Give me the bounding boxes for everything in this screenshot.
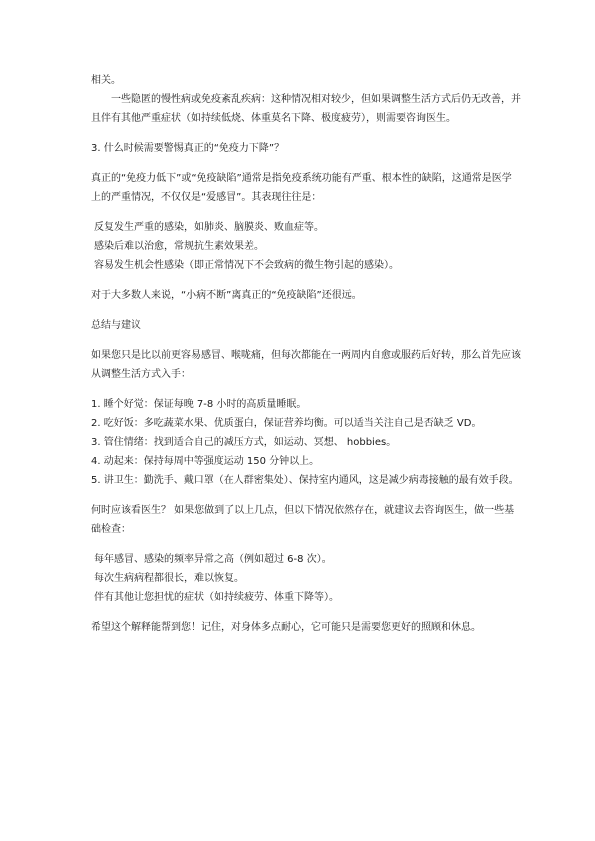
list-item: 伴有其他让您担忧的症状（如持续疲劳、体重下降等）。 (94, 592, 339, 603)
list-item: 4. 动起来：保持每周中等强度运动 150 分钟以上。 (91, 456, 320, 467)
paragraph-chronic-disease: 一些隐匿的慢性病或免疫紊乱疾病：这种情况相对较少，但如果调整生活方式后仍无改善，并且伴有其他严重症状（如持续低烧、体重莫名下降、极度疲劳），则需要咨询医生。 (91, 94, 521, 124)
summary-heading: 总结与建议 (91, 320, 141, 331)
list-item: 容易发生机会性感染（即正常情况下不会致病的微生物引起的感染）。 (94, 260, 399, 271)
section-heading-3: 3. 什么时候需要警惕真正的“免疫力下降”？ (91, 143, 285, 154)
paragraph-related: 相关。 (91, 75, 121, 86)
document-body (91, 71, 521, 637)
list-item: 5. 讲卫生：勤洗手、戴口罩（在人群密集处）、保持室内通风，这是减少病毒接触的最有效手段。 (91, 475, 519, 486)
paragraph-lifestyle-intro: 如果您只是比以前更容易感冒、喉咙痛，但每次都能在一两周内自愈或服药后好转，那么首先应该从调整生活方式入手： (91, 350, 521, 380)
list-item: 反复发生严重的感染，如肺炎、脑膜炎、败血症等。 (94, 222, 324, 233)
list-item: 1. 睡个好觉：保证每晚 7-8 小时的高质量睡眠。 (91, 399, 307, 410)
tips-list (91, 395, 521, 490)
symptom-list (91, 218, 521, 275)
list-item: 每次生病病程都很长，难以恢复。 (94, 573, 244, 584)
list-item: 每年感冒、感染的频率异常之高（例如超过 6-8 次）。 (94, 554, 332, 565)
paragraph-when-see-doctor: 何时应该看医生？ 如果您做到了以上几点，但以下情况依然存在，就建议去咨询医生，做一些基础检查： (91, 505, 515, 535)
doctor-criteria-list (91, 550, 521, 607)
list-item: 2. 吃好饭：多吃蔬菜水果、优质蛋白，保证营养均衡。可以适当关注自己是否缺乏 VD。 (91, 418, 482, 429)
list-item: 3. 管住情绪：找到适合自己的减压方式，如运动、冥想、 hobbies。 (91, 437, 397, 448)
list-item: 感染后难以治愈，常规抗生素效果差。 (94, 241, 264, 252)
paragraph-immunodeficiency: 真正的“免疫力低下”或“免疫缺陷”通常是指免疫系统功能有严重、根本性的缺陷，这通常是医学上的严重情况，不仅仅是“爱感冒”。其表现往往是： (91, 173, 512, 203)
paragraph-most-people: 对于大多数人来说，“小病不断”离真正的“免疫缺陷”还很远。 (91, 290, 362, 301)
paragraph-closing: 希望这个解释能帮到您！记住，对身体多点耐心，它可能只是需要您更好的照顾和休息。 (91, 622, 481, 633)
